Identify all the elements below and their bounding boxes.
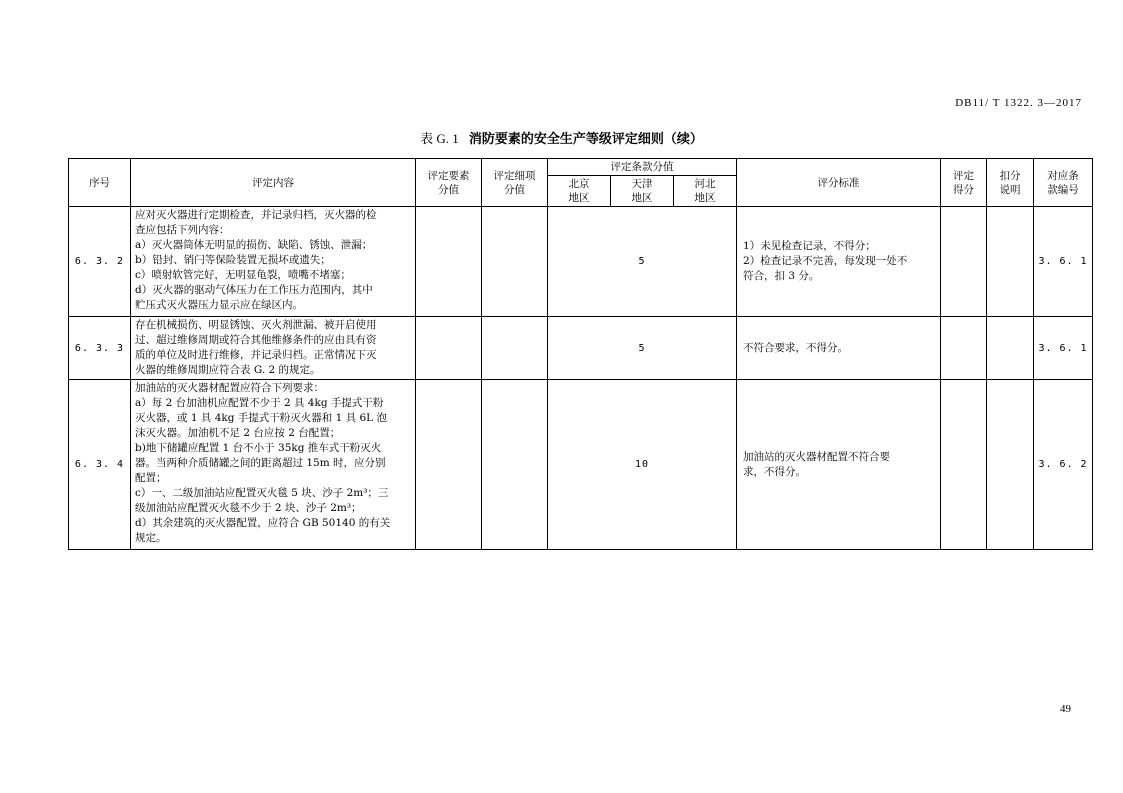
row-item-score xyxy=(482,380,548,550)
header-score: 评定 得分 xyxy=(941,159,987,207)
document-code: DB11/ T 1322. 3—2017 xyxy=(955,97,1082,109)
row-element-score xyxy=(416,317,482,380)
row-content: 应对灭火器进行定期检查，并记录归档，灭火器的检 查应包括下列内容： a）灭火器筒体无明显的损伤、缺陷、锈蚀、泄漏； b）铅封、销闩等保险装置无损坏或遗失； c）喷射软管完好，无明显龟裂，喷嘴不堵塞； d）灭火器的驱动气体压力在工作压力范围内，其中 贮压式灭火器压力显示应在绿区内。 xyxy=(131,207,416,317)
row-element-score xyxy=(416,207,482,317)
row-score xyxy=(941,207,987,317)
evaluation-table xyxy=(68,158,1093,550)
header-hebei: 河北 地区 xyxy=(674,176,737,207)
row-content: 加油站的灭火器材配置应符合下列要求： a）每 2 台加油机应配置不少于 2 具 4kg 手提式干粉 灭火器，或 1 具 4kg 手提式干粉灭火器和 1 具 6L 泡 沫灭火器。加油机不足 2 台应按 2 台配置； b)地下储罐应配置 1 台不小于 35kg 推车式干粉灭火 器。当两种介质储罐之间的距离超过 15m 时，应分别 配置； c）一、二级加油站应配置灭火毯 5 块、沙子 2m³；三 级加油站应配置灭火毯不少于 2 块、沙子 2m³； d）其余建筑的灭火器配置，应符合 GB 50140 的有关 规定。 xyxy=(131,380,416,550)
row-clause-value: 10 xyxy=(548,380,737,550)
table-title xyxy=(0,128,1123,147)
row-deduction xyxy=(987,380,1034,550)
page-number: 49 xyxy=(1060,703,1071,715)
header-clause-no: 对应条 款编号 xyxy=(1034,159,1093,207)
header-content: 评定内容 xyxy=(131,159,416,207)
row-clause-no: 3. 6. 1 xyxy=(1034,317,1093,380)
row-content: 存在机械损伤、明显锈蚀、灭火剂泄漏、被开启使用 过、超过维修周期或符合其他维修条件的应由具有资 质的单位及时进行维修，并记录归档。正常情况下灭 火器的维修周期应符合表 G. 2 的规定。 xyxy=(131,317,416,380)
header-seq: 序号 xyxy=(69,159,131,207)
row-clause-no: 3. 6. 1 xyxy=(1034,207,1093,317)
row-score xyxy=(941,380,987,550)
row-score xyxy=(941,317,987,380)
row-clause-no: 3. 6. 2 xyxy=(1034,380,1093,550)
table-row xyxy=(69,317,1093,380)
row-deduction xyxy=(987,207,1034,317)
header-beijing: 北京 地区 xyxy=(548,176,611,207)
table-caption: 消防要素的安全生产等级评定细则（续） xyxy=(468,132,703,147)
table-row xyxy=(69,207,1093,317)
header-tianjin: 天津 地区 xyxy=(611,176,674,207)
header-criteria: 评分标准 xyxy=(737,159,941,207)
row-seq: 6. 3. 4 xyxy=(69,380,131,550)
row-seq: 6. 3. 2 xyxy=(69,207,131,317)
header-deduction: 扣分 说明 xyxy=(987,159,1034,207)
row-element-score xyxy=(416,380,482,550)
row-item-score xyxy=(482,317,548,380)
row-deduction xyxy=(987,317,1034,380)
table-number: 表 G. 1 xyxy=(420,131,459,146)
header-element-score: 评定要素 分值 xyxy=(416,159,482,207)
row-criteria: 1）未见检查记录，不得分； 2）检查记录不完善，每发现一处不 符合，扣 3 分。 xyxy=(737,207,941,317)
row-criteria: 不符合要求，不得分。 xyxy=(737,317,941,380)
row-clause-value: 5 xyxy=(548,317,737,380)
row-seq: 6. 3. 3 xyxy=(69,317,131,380)
row-item-score xyxy=(482,207,548,317)
header-item-score: 评定细项 分值 xyxy=(482,159,548,207)
row-clause-value: 5 xyxy=(548,207,737,317)
row-criteria: 加油站的灭火器材配置不符合要 求，不得分。 xyxy=(737,380,941,550)
header-clause-score: 评定条款分值 xyxy=(548,159,737,176)
table-row xyxy=(69,380,1093,550)
